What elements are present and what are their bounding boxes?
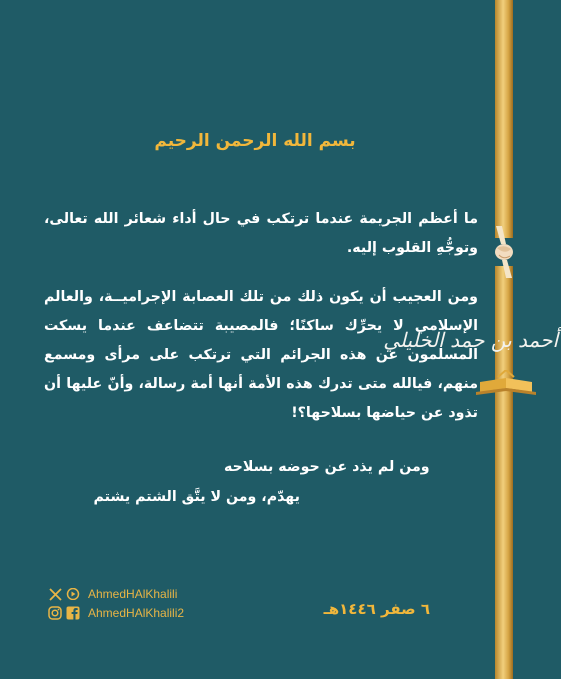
social-handle-1[interactable]: AhmedHAlKhalili — [88, 587, 178, 601]
x-twitter-icon[interactable] — [48, 587, 62, 601]
paragraph-2: ومن العجيب أن يكون ذلك من تلك العصابة الإجراميــة، والعالم الإسلامي لا يحرِّك ساكنًا؛ فالمصيبة تتضاعف عندما يسكت المسلمون عن هذه الجرائم التي ترتكب على مرأى ومسمع منهم، فيالله متى تدرك هذه الأمة أنها أمة رسالة، وأنّ عليها أن تذود عن حياضها بسلاحها؟! — [44, 289, 478, 421]
signature: أحمد بن حمد الخليلي — [383, 328, 558, 352]
date-label: ٦ صفر ١٤٤٦هـ — [323, 600, 430, 618]
youtube-icon[interactable] — [66, 587, 80, 601]
social-row-2 — [48, 603, 184, 623]
open-book-icon — [474, 370, 538, 396]
poem-line-1: ومن لم يذد عن حوضه بسلاحه — [224, 459, 430, 475]
poem-line-2: يهدّم، ومن لا يتَّق الشتم يشتم — [93, 489, 300, 505]
joined-hands-icon — [488, 222, 520, 282]
instagram-icon[interactable] — [48, 606, 62, 620]
paragraph-1: ما أعظم الجريمة عندما ترتكب في حال أداء شعائر الله تعالى، وتوجُّهِ القلوب إليه. — [44, 211, 478, 256]
basmala-heading: بسم الله الرحمن الرحيم — [154, 131, 356, 151]
social-handle-2[interactable]: AhmedHAlKhalili2 — [88, 606, 185, 620]
social-row-1 — [48, 584, 177, 604]
facebook-icon[interactable] — [66, 606, 80, 620]
